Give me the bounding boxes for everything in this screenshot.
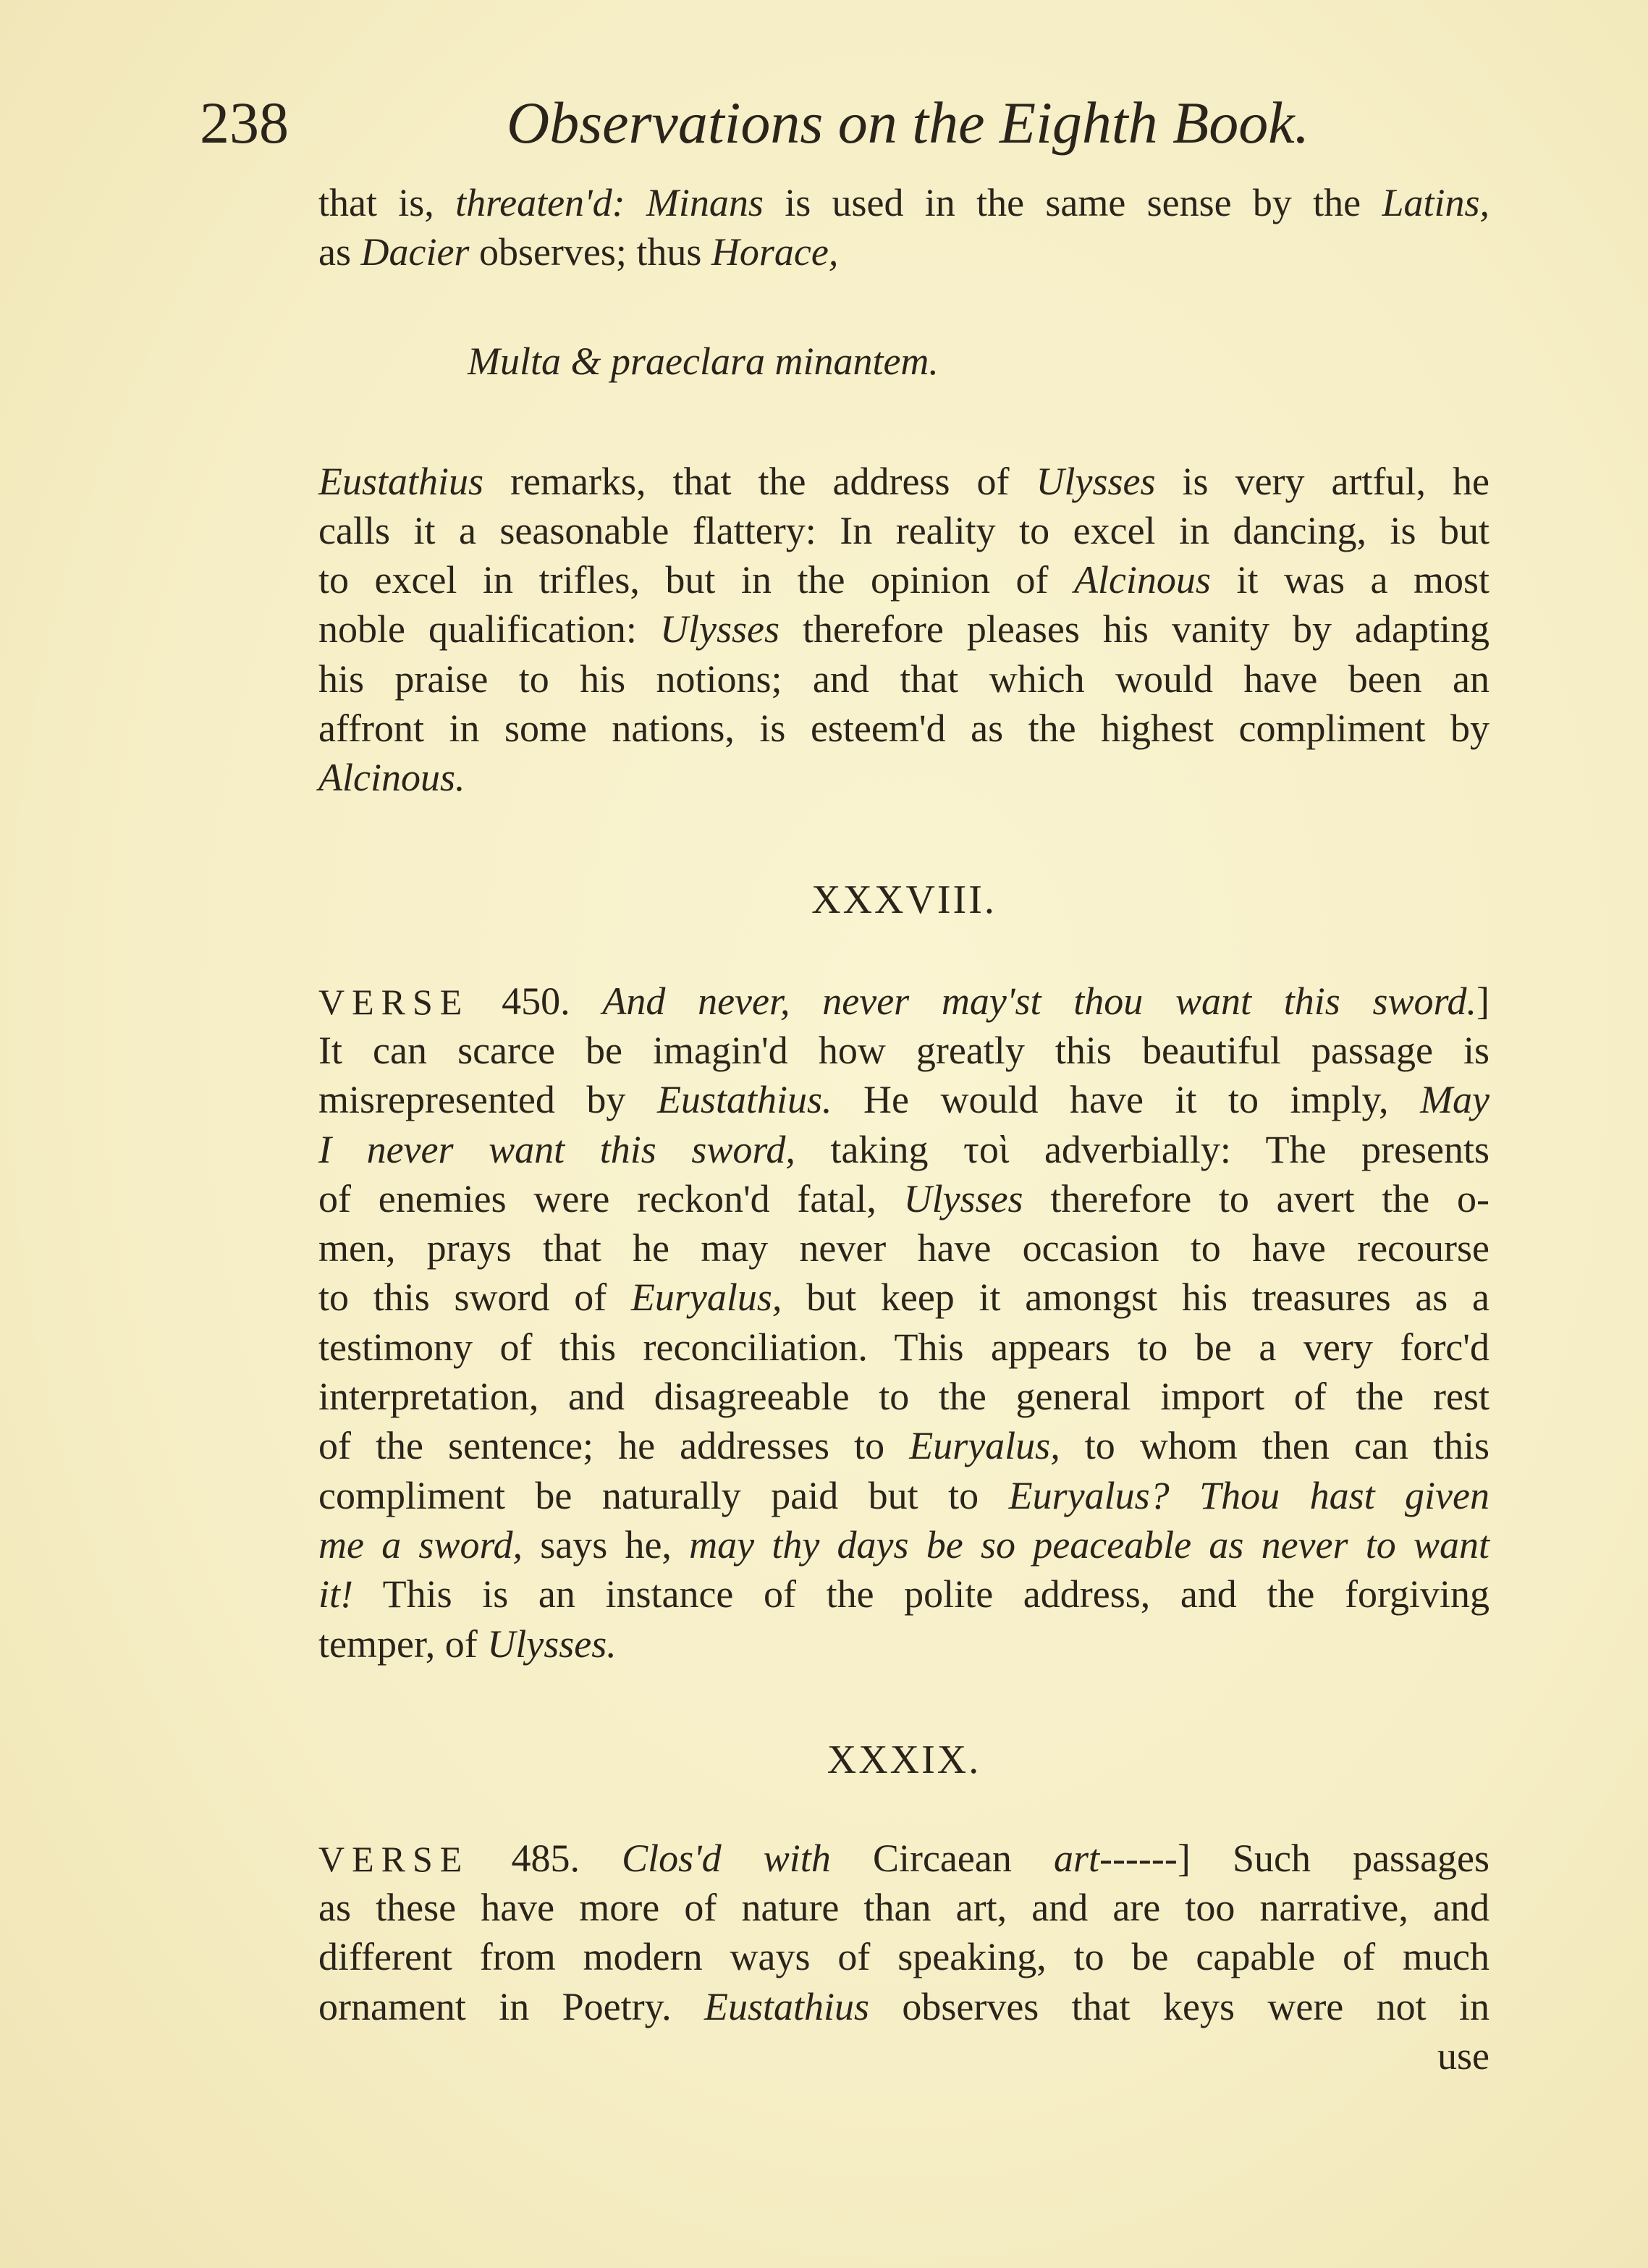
catchword: use	[1437, 2034, 1489, 2078]
italic-text: Minans	[646, 181, 764, 224]
italic-text: art	[1053, 1836, 1099, 1880]
text-line: temper, of Ulysses.	[318, 1622, 617, 1666]
italic-text: Alcinous.	[318, 756, 465, 800]
text-line: I never want this sword, taking τοὶ adverbially: The presents	[318, 1127, 1489, 1171]
italic-text: me a sword,	[318, 1522, 523, 1567]
small-caps-text: VERSE	[318, 1838, 470, 1879]
text-line: testimony of this reconciliation. This appears to be a very forc'd	[318, 1325, 1489, 1369]
text-line: that is, threaten'd: Minans is used in the same sense by the Latins,	[318, 181, 1489, 224]
italic-text: Ulysses.	[487, 1622, 617, 1666]
italic-text: Latins,	[1382, 181, 1489, 224]
italic-text: Euryalus,	[630, 1276, 782, 1320]
italic-text: Dacier	[360, 230, 470, 274]
text-line: compliment be naturally paid but to Euryalus? Thou hast given	[318, 1473, 1489, 1517]
text-line: me a sword, says he, may thy days be so peaceable as never to want	[318, 1522, 1489, 1567]
small-caps-text: VERSE	[318, 981, 470, 1022]
text-line: VERSE 485. Clos'd with Circaean art------] Such passages	[318, 1836, 1490, 1880]
text-line: as Dacier observes; thus Horace,	[318, 230, 839, 274]
italic-text: Clos'd with	[622, 1836, 831, 1880]
page-header	[200, 87, 1372, 166]
italic-text: Euryalus? Thou hast given	[1008, 1473, 1489, 1517]
italic-text: Eustathius	[318, 459, 484, 503]
text-line: Eustathius remarks, that the address of Ulysses is very artful, he	[318, 459, 1489, 503]
latin-quotation: Multa & praeclara minantem.	[468, 339, 939, 383]
text-line: his praise to his notions; and that which would have been an	[318, 657, 1489, 701]
text-line: as these have more of nature than art, and are too narrative, and	[318, 1886, 1489, 1930]
text-line: noble qualification: Ulysses therefore pleases his vanity by adapting	[318, 607, 1489, 652]
text-line: it! This is an instance of the polite address, and the forgiving	[318, 1572, 1489, 1616]
italic-text: Ulysses	[1036, 459, 1156, 503]
paragraph-intro	[318, 178, 1489, 277]
text-line: VERSE 450. And never, never may'st thou want this sword.]	[318, 979, 1489, 1023]
text-line: It can scarce be imagin'd how greatly this beautiful passage is	[318, 1028, 1489, 1072]
italic-text: Euryalus,	[909, 1424, 1060, 1468]
italic-text: Horace,	[711, 230, 839, 274]
italic-text: Alcinous	[1073, 558, 1211, 602]
running-title: Observations on the Eighth Book.	[507, 90, 1310, 156]
italic-text: Ulysses	[903, 1176, 1023, 1221]
text-line: to excel in trifles, but in the opinion of Alcinous it was a most	[318, 558, 1489, 602]
paragraph-eustathius	[318, 457, 1489, 803]
text-line: of enemies were reckon'd fatal, Ulysses therefore to avert the o-	[318, 1176, 1489, 1221]
text-line: to this sword of Euryalus, but keep it amongst his treasures as a	[318, 1276, 1489, 1320]
text-line: interpretation, and disagreeable to the general import of the rest	[318, 1375, 1489, 1419]
italic-text: threaten'd:	[455, 181, 625, 224]
text-line: affront in some nations, is esteem'd as the highest compliment by	[318, 707, 1489, 751]
section-heading-xxxix: XXXIX.	[827, 1737, 981, 1782]
italic-text: Eustathius.	[656, 1078, 832, 1122]
page-number: 238	[200, 90, 289, 156]
paragraph-verse-450	[318, 977, 1489, 1669]
text-line: misrepresented by Eustathius. He would have it to imply, May	[318, 1078, 1490, 1122]
paragraph-verse-485	[318, 1834, 1489, 2031]
text-line: ornament in Poetry. Eustathius observes that keys were not in	[318, 1984, 1489, 2028]
italic-text: it!	[318, 1572, 353, 1616]
page-body	[318, 178, 1489, 2081]
text-line: men, prays that he may never have occasion to have recourse	[318, 1226, 1489, 1270]
italic-text: May	[1420, 1078, 1490, 1122]
text-line	[318, 753, 1489, 802]
italic-text: Ulysses	[659, 607, 779, 652]
section-heading-xxxviii: XXXVIII.	[811, 877, 997, 922]
italic-text: And never, never may'st thou want this sword.	[602, 979, 1477, 1023]
text-line: of the sentence; he addresses to Euryalus, to whom then can this	[318, 1424, 1490, 1468]
italic-text: I never want this sword,	[318, 1127, 795, 1171]
italic-text: may thy days be so peaceable as never to want	[689, 1522, 1489, 1567]
italic-text: Eustathius	[703, 1984, 870, 2028]
text-line: different from modern ways of speaking, to be capable of much	[318, 1935, 1489, 1979]
text-line: calls it a seasonable flattery: In reality to excel in dancing, is but	[318, 508, 1489, 552]
